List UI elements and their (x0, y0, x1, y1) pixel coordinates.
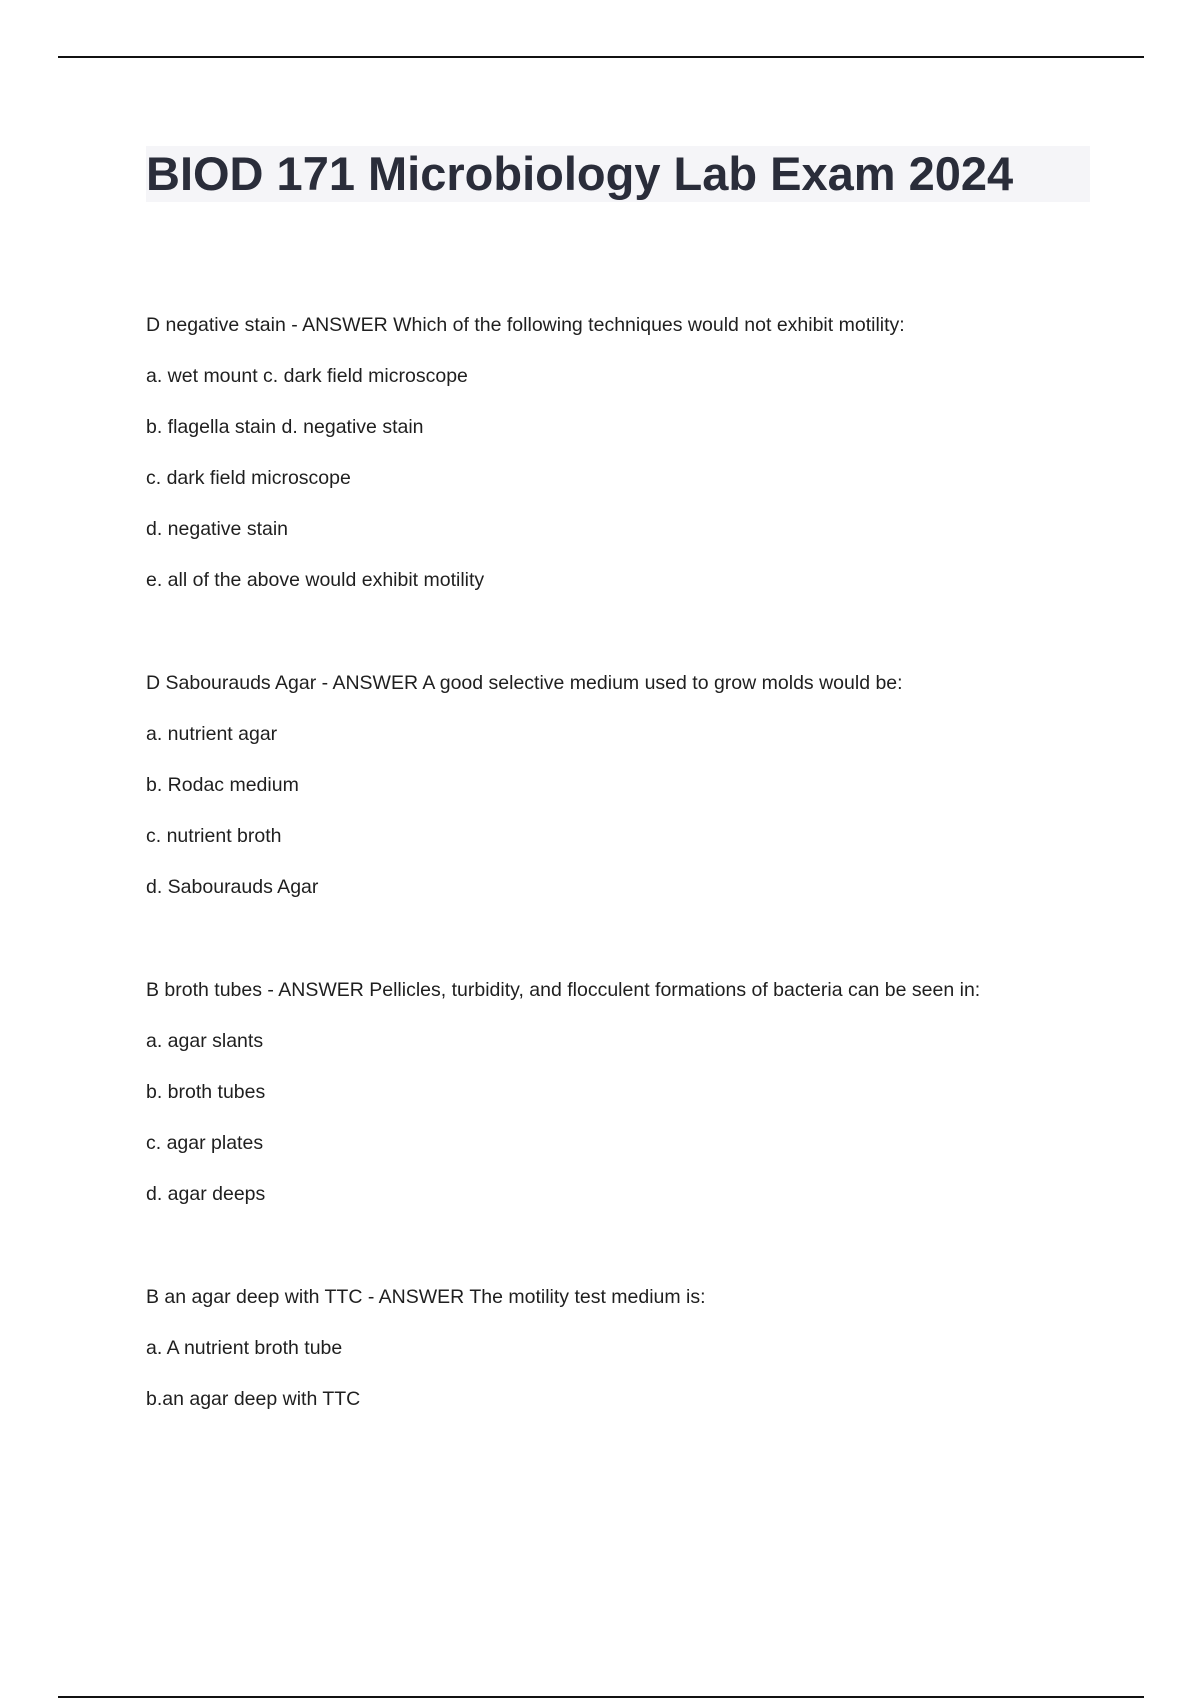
question-text: D negative stain - ANSWER Which of the following techniques would not exhibit motility: (146, 314, 905, 336)
answer-option: b. broth tubes (146, 1081, 266, 1103)
question-block (146, 658, 1106, 913)
answer-option: c. agar plates (146, 1132, 264, 1154)
question-text: B an agar deep with TTC - ANSWER The motility test medium is: (146, 1286, 706, 1308)
question-list (146, 300, 1106, 1477)
answer-option: c. nutrient broth (146, 825, 282, 847)
answer-option: d. agar deeps (146, 1183, 266, 1205)
question-block (146, 965, 1106, 1220)
question-block (146, 300, 1106, 606)
question-text: B broth tubes - ANSWER Pellicles, turbidity, and flocculent formations of bacteria can be seen in: (146, 979, 981, 1001)
answer-option: e. all of the above would exhibit motility (146, 569, 485, 591)
answer-option: a. wet mount c. dark field microscope (146, 365, 468, 387)
bottom-divider (58, 1696, 1144, 1698)
document-title: BIOD 171 Microbiology Lab Exam 2024 (146, 147, 1014, 200)
question-block (146, 1272, 1106, 1425)
answer-option: a. A nutrient broth tube (146, 1337, 343, 1359)
question-text: D Sabourauds Agar - ANSWER A good selective medium used to grow molds would be: (146, 672, 903, 694)
answer-option: b. flagella stain d. negative stain (146, 416, 424, 438)
answer-option: b.an agar deep with TTC (146, 1388, 361, 1410)
answer-option: a. nutrient agar (146, 723, 278, 745)
answer-option: b. Rodac medium (146, 774, 299, 796)
answer-option: a. agar slants (146, 1030, 264, 1052)
top-divider (58, 56, 1144, 58)
answer-option: d. Sabourauds Agar (146, 876, 319, 898)
answer-option: d. negative stain (146, 518, 289, 540)
answer-option: c. dark field microscope (146, 467, 351, 489)
